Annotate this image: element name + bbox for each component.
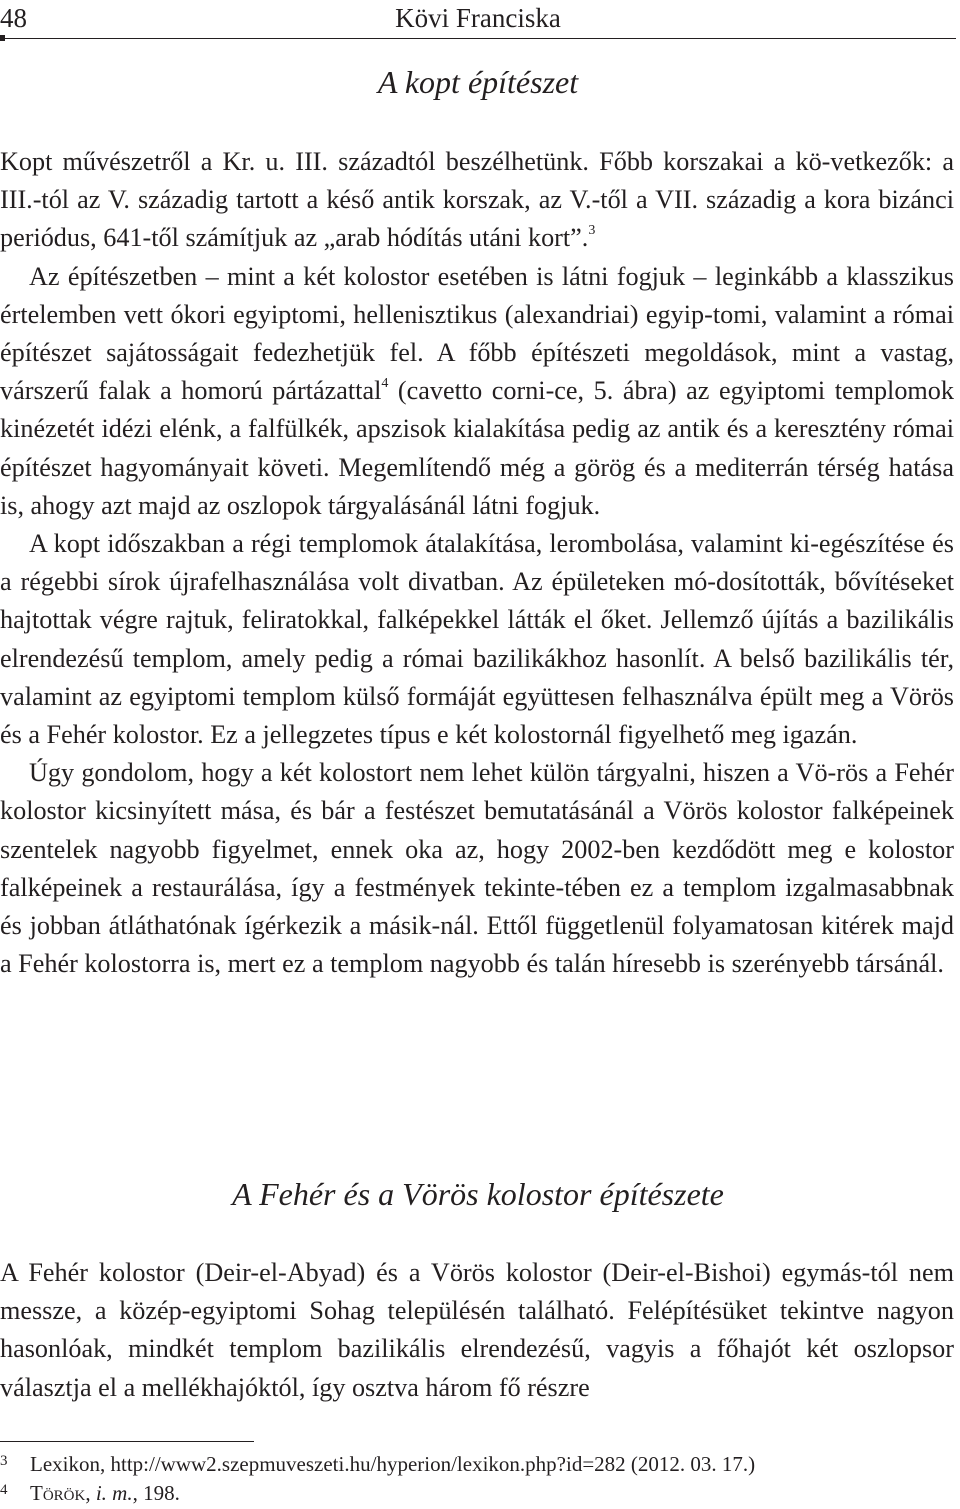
- footnote-author: Török: [30, 1481, 86, 1505]
- paragraph-text: Az építészetben – mint a két kolostor esetében is látni fogjuk – leginkább a klasszikus értelemben vett ókori egyiptomi, hellenisztikus (alexandriai) egyip-tomi, valamint a római építészet sajátosságait fedezhetjük fel. A főbb építészeti megoldások, mint a vastag, várszerű falak a homorú pártázattal: [0, 261, 954, 406]
- footnote-number: 4: [0, 1482, 8, 1498]
- paragraph: [0, 258, 954, 525]
- paragraph: [0, 143, 954, 258]
- paragraph: A Fehér kolostor (Deir-el-Abyad) és a Vörös kolostor (Deir-el-Bishoi) egymás-tól nem messze, a közép-egyiptomi Sohag településén található. Felépítésüket tekintve nagyon hasonlóak, mindkét templom bazilikális elrendezésű, vagyis a főhajót két oszlopsor választja el a mellékhajóktól, így osztva három fő részre: [0, 1258, 954, 1402]
- footnote-number: 3: [0, 1453, 8, 1469]
- footnote-text: Lexikon, http://www2.szepmuveszeti.hu/hyperion/lexikon.php?id=282 (2012. 03. 17.): [30, 1452, 756, 1476]
- footnotes: [0, 1450, 954, 1508]
- paragraph-text: Kopt művészetről a Kr. u. III. századtól beszélhetünk. Főbb korszakai a kö-vetkezők: a III.-tól az V. századig tartott a késő antik korszak, az V.-től a VII. századig a kora bizánci periódus, 641-től számítjuk az „arab hódítás utáni kort”.: [0, 147, 954, 253]
- footnote-separator: [0, 1441, 254, 1442]
- page-number: 48: [0, 3, 27, 33]
- paragraph: Úgy gondolom, hogy a két kolostort nem lehet külön tárgyalni, hiszen a Vö-rös a Fehér kolostor kicsinyített mása, és bár a festészet bemutatásánál a Vörös kolostor falképeinek szentelek nagyobb figyelmet, ennek oka az, hogy 2002-ben kezdődött meg e kolostor falképeinek a restaurálása, így a festmények tekinte-tében ez a templom izgalmasabbnak és jobban átláthatónak ígérkezik a másik-nál. Ettől függetlenül folyamatosan kitérek majd a Fehér kolostorra is, mert ez a templom nagyobb és talán híresebb is szerényebb társánál.: [0, 758, 954, 979]
- section-title-monasteries-architecture: A Fehér és a Vörös kolostor építészete: [232, 1176, 724, 1212]
- section-body-monasteries-architecture: [0, 1254, 954, 1407]
- footnote-4: [0, 1479, 954, 1508]
- footnote-separator-space: ,: [85, 1481, 96, 1505]
- paragraph-text-continued: (cavetto corni-ce, 5. ábra) az egyiptomi templomok kinézetét idézi elénk, a falfülkék, apszisok kialakítása pedig az antik és a keresztény római építészet hagyományait követi. Megemlítendő még a görög és a mediterrán térség hatása is, ahogy azt majd az oszlopok tárgyalásánál látni fogjuk.: [0, 376, 954, 520]
- section-title-coptic-architecture: A kopt építészet: [377, 64, 579, 100]
- footnote-reference[interactable]: 3: [588, 223, 596, 239]
- footnote-reference[interactable]: 4: [381, 376, 389, 392]
- footnote-page: , 198.: [132, 1481, 180, 1505]
- footnote-abbreviation: i. m.: [95, 1481, 133, 1505]
- section-body-coptic-architecture: [0, 143, 954, 983]
- running-head: [0, 0, 960, 40]
- running-title: Kövi Franciska: [395, 3, 561, 33]
- footnote-3: [0, 1450, 954, 1479]
- header-rule: [0, 38, 956, 39]
- paragraph: A kopt időszakban a régi templomok átalakítása, lerombolása, valamint ki-egészítése és a régebbi sírok újrafelhasználása volt divatban. Az épületeken mó-dosították, bővítéseket hajtottak végre rajtuk, feliratokkal, falképekkel látták el őket. Jellemző újítás a bazilikális elrendezésű templom, amely pedig a római bazilikákhoz hasonlít. A belső bazilikális tér, valamint az egyiptomi templom külső formáját együttesen felhasználva épült meg a Vörös és a Fehér kolostor. Ez a jellegzetes típus e két kolostornál figyelhető meg igazán.: [0, 529, 954, 750]
